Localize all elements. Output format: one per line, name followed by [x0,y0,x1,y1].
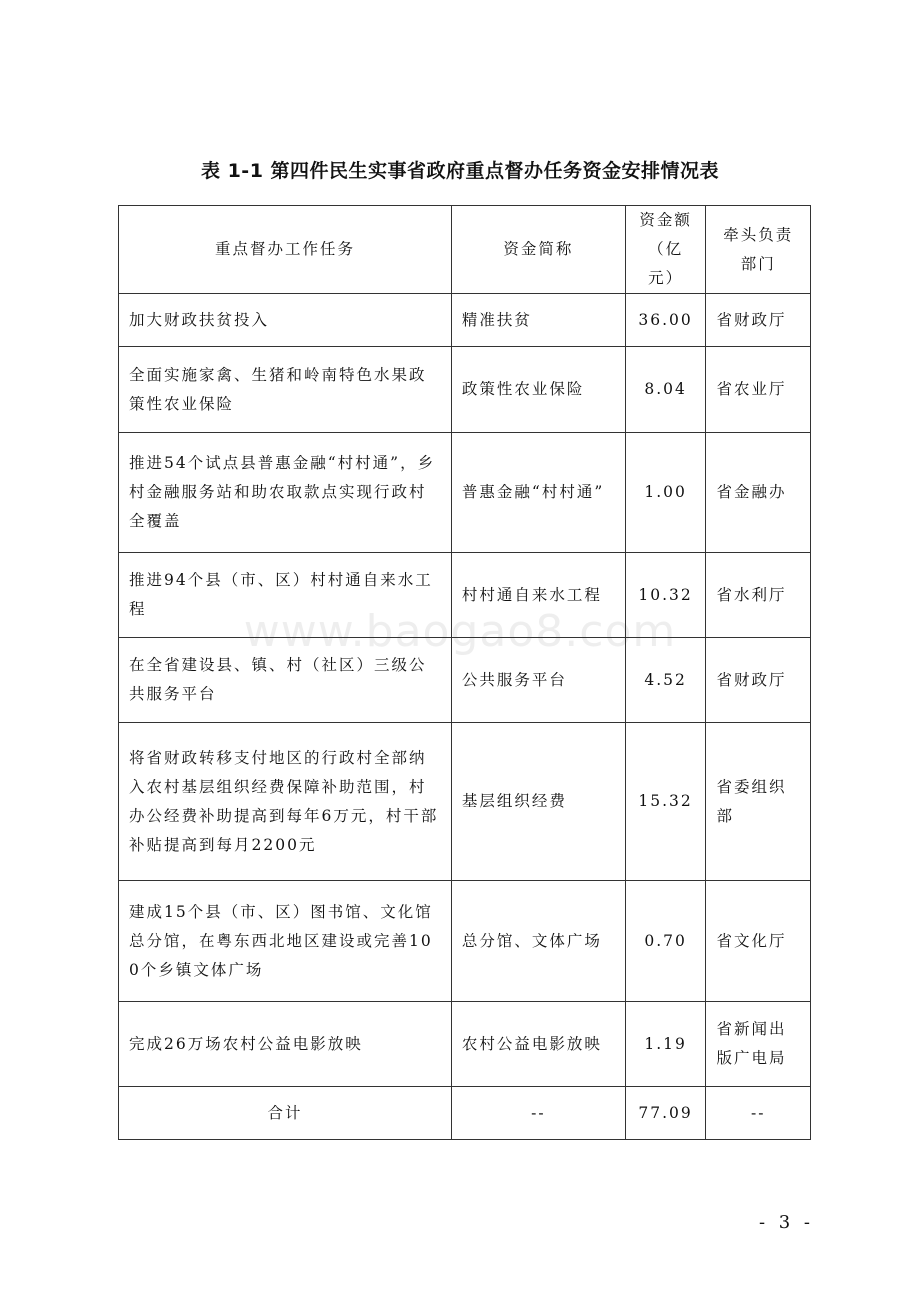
table-row [119,881,811,1002]
header-fund-name: 资金简称 [451,206,625,294]
cell-fund-name: 政策性农业保险 [451,347,625,433]
cell-dept: 省财政厅 [706,638,811,723]
cell-fund-name: 公共服务平台 [451,638,625,723]
cell-total-fund-name: -- [451,1087,625,1140]
cell-fund-name: 普惠金融“村村通” [451,433,625,553]
cell-amount: 15.32 [625,723,706,881]
table-row [119,347,811,433]
header-task: 重点督办工作任务 [119,206,452,294]
header-dept: 牵头负责部门 [706,206,811,294]
table-row [119,1002,811,1087]
table-row [119,638,811,723]
cell-dept: 省农业厅 [706,347,811,433]
cell-total-dept: -- [706,1087,811,1140]
cell-amount: 1.00 [625,433,706,553]
header-amount: 资金额（亿元） [625,206,706,294]
funding-table [118,205,811,1140]
cell-total-label: 合计 [119,1087,452,1140]
cell-task: 推进94个县（市、区）村村通自来水工程 [119,553,452,638]
cell-task: 建成15个县（市、区）图书馆、文化馆总分馆，在粤东西北地区建设或完善100个乡镇文体广场 [119,881,452,1002]
cell-dept: 省财政厅 [706,294,811,347]
cell-dept: 省文化厅 [706,881,811,1002]
cell-amount: 8.04 [625,347,706,433]
cell-dept: 省水利厅 [706,553,811,638]
cell-amount: 4.52 [625,638,706,723]
cell-task: 全面实施家禽、生猪和岭南特色水果政策性农业保险 [119,347,452,433]
cell-fund-name: 基层组织经费 [451,723,625,881]
cell-dept: 省金融办 [706,433,811,553]
table-row [119,294,811,347]
table-total-row [119,1087,811,1140]
cell-fund-name: 农村公益电影放映 [451,1002,625,1087]
watermark: www.baogao8.com [243,606,677,657]
table-title: 表 1-1 第四件民生实事省政府重点督办任务资金安排情况表 [200,160,720,182]
table-row [119,433,811,553]
table-header-row [119,206,811,294]
cell-dept: 省新闻出版广电局 [706,1002,811,1087]
cell-task: 完成26万场农村公益电影放映 [119,1002,452,1087]
table-row [119,723,811,881]
page-number: - 3 - [758,1212,814,1233]
cell-amount: 10.32 [625,553,706,638]
cell-task: 推进54个试点县普惠金融“村村通”，乡村金融服务站和助农取款点实现行政村全覆盖 [119,433,452,553]
cell-fund-name: 总分馆、文体广场 [451,881,625,1002]
cell-task: 在全省建设县、镇、村（社区）三级公共服务平台 [119,638,452,723]
cell-total-amount: 77.09 [625,1087,706,1140]
table-row [119,553,811,638]
cell-fund-name: 精准扶贫 [451,294,625,347]
cell-task: 加大财政扶贫投入 [119,294,452,347]
cell-task: 将省财政转移支付地区的行政村全部纳入农村基层组织经费保障补助范围，村办公经费补助提高到每年6万元，村干部补贴提高到每月2200元 [119,723,452,881]
cell-amount: 36.00 [625,294,706,347]
cell-amount: 0.70 [625,881,706,1002]
cell-fund-name: 村村通自来水工程 [451,553,625,638]
cell-amount: 1.19 [625,1002,706,1087]
cell-dept: 省委组织部 [706,723,811,881]
